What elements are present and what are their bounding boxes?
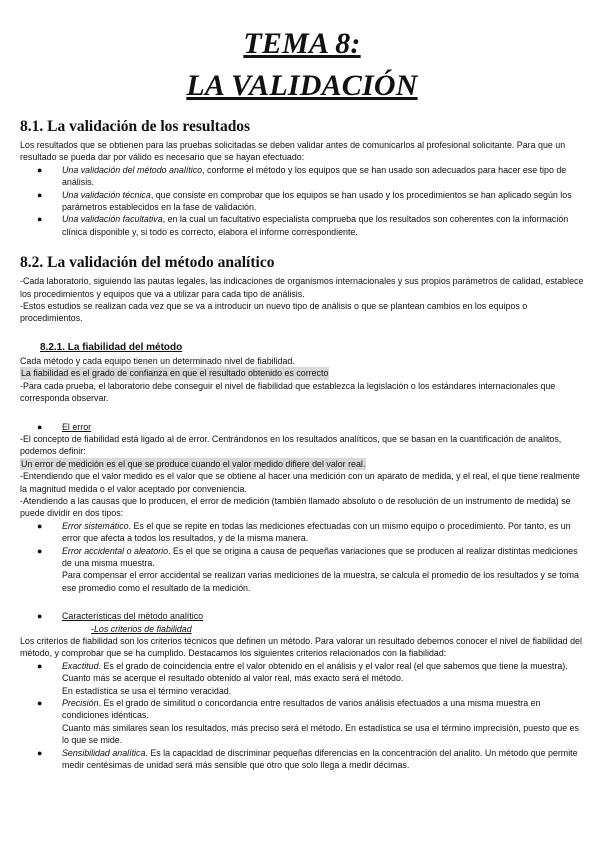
bullet-icon: ●	[37, 545, 43, 556]
bullet-icon: ●	[37, 611, 43, 622]
criteria-list	[20, 660, 584, 772]
subheading-reliability-criteria: -Los criterios de fiabilidad	[91, 623, 192, 634]
document-title-line1: TEMA 8:	[243, 27, 361, 60]
section-heading-8-2: 8.2. La validación del método analítico	[20, 254, 275, 272]
characteristics-paragraph: Los criterios de fiabilidad son los criterios técnicos que definen un método. Para valorar un resultado debemos conocer el nivel de fiabilidad del método, y comprobar que se ha cumplido. Destacamos los siguientes criterios relacionados con la fiabilidad:	[20, 636, 582, 659]
list-item: ● Una validación facultativa, en la cual un facultativo especialista comprueba que los resultados son coherentes con la información clínica disponible y, si todo es correcto, elabora el informe correspondiente.	[37, 214, 569, 237]
list-item: ● Error accidental o aleatorio. Es el que se origina a causa de pequeñas variaciones que se producen al realizar distintas mediciones de una misma muestra.	[37, 545, 578, 568]
bullet-icon: ●	[37, 747, 43, 758]
bullet-icon: ●	[37, 421, 43, 432]
bullet-icon: ●	[37, 214, 43, 225]
error-note: Para compensar el error accidental se realizan varias mediciones de la muestra, se calcula el promedio de los resultados y se toma ese promedio como el resultado de la medición.	[62, 570, 579, 593]
document-title-line2: LA VALIDACIÓN	[186, 69, 418, 102]
validation-list	[20, 164, 584, 238]
bullet-icon: ●	[37, 164, 43, 175]
bullet-icon: ●	[37, 698, 43, 709]
error-paragraph: -Atendiendo a las causas que lo producen, el error de medición (también llamado absoluto o de resolución de un instrumento de medida) se puede dividir en dos tipos:	[20, 495, 571, 519]
bullet-heading-error: ● El error	[37, 421, 92, 432]
error-types-list	[20, 520, 584, 570]
bullet-icon: ●	[37, 520, 43, 531]
section-heading-8-1: 8.1. La validación de los resultados	[20, 118, 251, 135]
bullet-icon: ●	[37, 189, 43, 200]
error-paragraph: -El concepto de fiabilidad está ligado al de error. Centrándonos en los resultados analíticos, que se basan en la cuantificación de analitos, podemos definir:	[20, 433, 562, 457]
list-item: ● Error sistemático. Es el que se repite en todas las mediciones efectuadas con un mismo equipo o procedimiento. Por tanto, es un error que afecta a todos los resultados, y de la misma manera.	[37, 520, 571, 544]
list-item: ● Sensibilidad analítica. Es la capacidad de discriminar pequeñas diferencias en la concentración del analito. Un método que permite medir centésimas de unidad será más sensible que otro que solo llega a medir décimas.	[37, 747, 578, 771]
subsection-heading-8-2-1: 8.2.1. La fiabilidad del método	[40, 341, 183, 353]
bullet-heading-characteristics: ● Características del método analítico	[37, 611, 204, 622]
list-item: ● Exactitud. Es el grado de coincidencia entre el valor obtenido en el análisis y el valor real (el que sabemos que tiene la muestra). Cuanto más se acerque el resultado obtenido al valor real, más exacto será el método. En estadística se usa el término veracidad.	[37, 660, 568, 696]
list-item: ● Una validación técnica, que consiste en comprobar que los equipos se han usado y los procedimientos se han aplicado según los parámetros establecidos en la fase de validación.	[37, 189, 572, 213]
section-8-2-paragraph: -Estos estudios se realizan cada vez que se va a introducir un nuevo tipo de análisis o que se plantean cambios en los equipos o procedimientos.	[20, 301, 528, 324]
list-item: ● Precisión. Es el grado de similitud o concordancia entre resultados de varios análisis efectuados a una misma muestra en condiciones idénticas. Cuanto más similares sean los resultados, más preciso será el método. En estadística se usa el término imprecisión, puesto que es lo que se mide.	[37, 698, 579, 746]
subsection-paragraph: -Para cada prueba, el laboratorio debe conseguir el nivel de fiabilidad que establezca la legislación o los estándares internacionales que corresponda observar.	[20, 380, 556, 404]
bullet-icon: ●	[37, 660, 43, 671]
list-item: ● Una validación del método analítico, conforme el método y los equipos que se han usado son adecuados para hacer ese tipo de análisis.	[37, 164, 567, 188]
subsection-paragraph: Cada método y cada equipo tienen un determinado nivel de fiabilidad.	[20, 355, 295, 366]
section-8-2-paragraph: -Cada laboratorio, siguiendo las pautas legales, las indicaciones de organismos internacionales y sus propios parámetros de calidad, establece los procedimientos y equipos que va a utilizar para cada tipo de análisis.	[20, 276, 584, 299]
section-8-1-intro: Los resultados que se obtienen para las pruebas solicitadas se deben validar antes de comunicarlos al profesional solicitante. Para que un resultado se pueda dar por válido es necesario que se hayan efectuado:	[20, 140, 566, 163]
highlighted-definition: Un error de medición es el que se produce cuando el valor medido difiere del valor real.	[21, 458, 366, 469]
highlighted-definition: La fiabilidad es el grado de confianza en que el resultado obtenido es correcto	[21, 368, 329, 379]
error-paragraph: -Entendiendo que el valor medido es el valor que se obtiene al hacer una medición con un aparato de medida, y el real, el que tiene realmente la magnitud medida o el valor aceptado por conveniencia.	[20, 471, 580, 494]
